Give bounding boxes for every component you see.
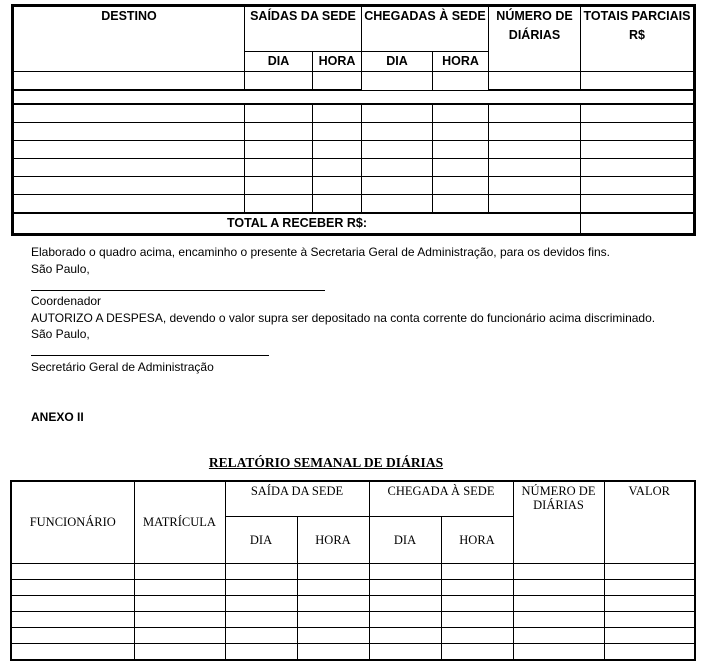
table-row xyxy=(11,644,695,661)
header-dia-chegada: DIA xyxy=(369,517,441,564)
header-dia-saida: DIA xyxy=(225,517,297,564)
header-hora-saida: HORA xyxy=(313,52,362,72)
total-label: TOTAL A RECEBER R$: xyxy=(13,213,581,235)
header-destino: DESTINO xyxy=(13,6,245,72)
table-row xyxy=(11,628,695,644)
signature-line-coordenador xyxy=(31,290,325,291)
header-hora-chegada: HORA xyxy=(441,517,513,564)
header-numero-diarias: NÚMERO DE DIÁRIAS xyxy=(513,481,604,564)
table-row xyxy=(13,72,695,91)
header-dia-saida: DIA xyxy=(245,52,313,72)
header-chegada: CHEGADA À SEDE xyxy=(369,481,513,517)
diarias-table xyxy=(11,4,696,236)
table-row xyxy=(11,564,695,580)
table-row xyxy=(13,104,695,123)
header-hora-saida: HORA xyxy=(297,517,369,564)
header-saidas: SAÍDAS DA SEDE xyxy=(245,6,362,52)
table-spacer xyxy=(13,90,695,104)
table-row xyxy=(11,612,695,628)
header-dia-chegada: DIA xyxy=(362,52,433,72)
autorizo-text: AUTORIZO A DESPESA, devendo o valor supra ser depositado na conta corrente do funcionário acima discriminado. xyxy=(31,311,656,325)
header-matricula: MATRÍCULA xyxy=(134,481,225,564)
coordenador-label: Coordenador xyxy=(31,294,102,308)
sao-paulo-date-2: São Paulo, xyxy=(31,327,90,341)
anexo-heading: ANEXO II xyxy=(31,410,84,424)
relatorio-table xyxy=(10,480,696,661)
table-row xyxy=(13,141,695,159)
header-numero-diarias: NÚMERO DE DIÁRIAS xyxy=(489,6,581,72)
header-saida: SAÍDA DA SEDE xyxy=(225,481,369,517)
relatorio-title: RELATÓRIO SEMANAL DE DIÁRIAS xyxy=(208,455,444,470)
sao-paulo-date-1: São Paulo, xyxy=(31,262,90,276)
header-valor: VALOR xyxy=(604,481,695,564)
signature-line-secretario xyxy=(31,355,269,356)
table-row xyxy=(13,195,695,214)
total-value[interactable] xyxy=(581,213,695,235)
encaminhamento-text: Elaborado o quadro acima, encaminho o presente à Secretaria Geral de Administração, para os devidos fins. xyxy=(31,245,610,259)
header-funcionario: FUNCIONÁRIO xyxy=(11,481,134,564)
table-row xyxy=(11,580,695,596)
header-hora-chegada: HORA xyxy=(433,52,489,72)
secretario-label: Secretário Geral de Administração xyxy=(31,360,214,374)
table-row xyxy=(13,177,695,195)
total-row xyxy=(13,213,695,235)
header-chegadas: CHEGADAS À SEDE xyxy=(362,6,489,52)
table-row xyxy=(11,596,695,612)
header-totais-parciais: TOTAIS PARCIAIS R$ xyxy=(581,6,695,72)
table-row xyxy=(13,123,695,141)
table-row xyxy=(13,159,695,177)
